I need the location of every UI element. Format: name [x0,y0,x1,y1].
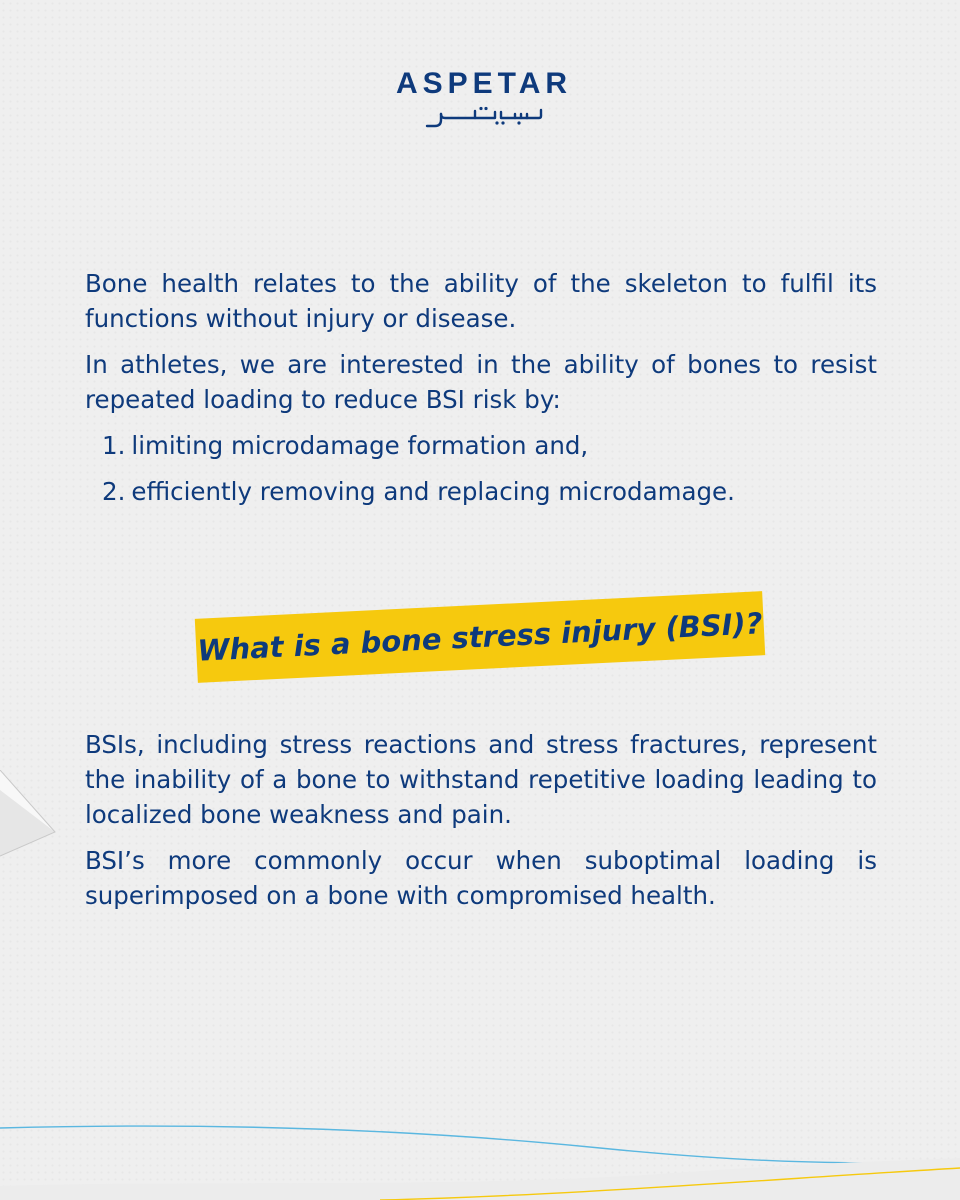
list-item-text: limiting microdamage formation and, [131,431,589,460]
logo-wordmark-arabic-icon [415,106,545,130]
bsi-risk-list [85,428,877,509]
aspetar-logo [0,66,960,130]
definition-paragraph-2: BSI’s more commonly occur when suboptimal loading is superimposed on a bone with compromised health. [85,846,877,910]
intro-paragraph-2: In athletes, we are interested in the ability of bones to resist repeated loading to reduce BSI risk by: [85,350,877,414]
logo-wordmark-latin: ASPETAR [395,67,573,100]
intro-paragraph-1: Bone health relates to the ability of the skeleton to fulfil its functions without injury or disease. [85,269,877,333]
section-heading: What is a bone stress injury (BSI)? [196,606,764,668]
list-item-number: 1. [102,431,126,460]
list-item-text: efficiently removing and replacing microdamage. [131,477,735,506]
list-item-number: 2. [102,477,126,506]
heading-banner [195,591,765,683]
list-item [85,428,877,463]
list-item [85,474,877,509]
definition-section [85,727,877,924]
paper-decoration-icon [0,770,60,870]
definition-paragraph-1: BSIs, including stress reactions and stress fractures, represent the inability of a bone to withstand repetitive loading leading to localized bone weakness and pain. [85,730,877,829]
decorative-wave-icon [0,1100,960,1200]
intro-section [85,266,877,520]
